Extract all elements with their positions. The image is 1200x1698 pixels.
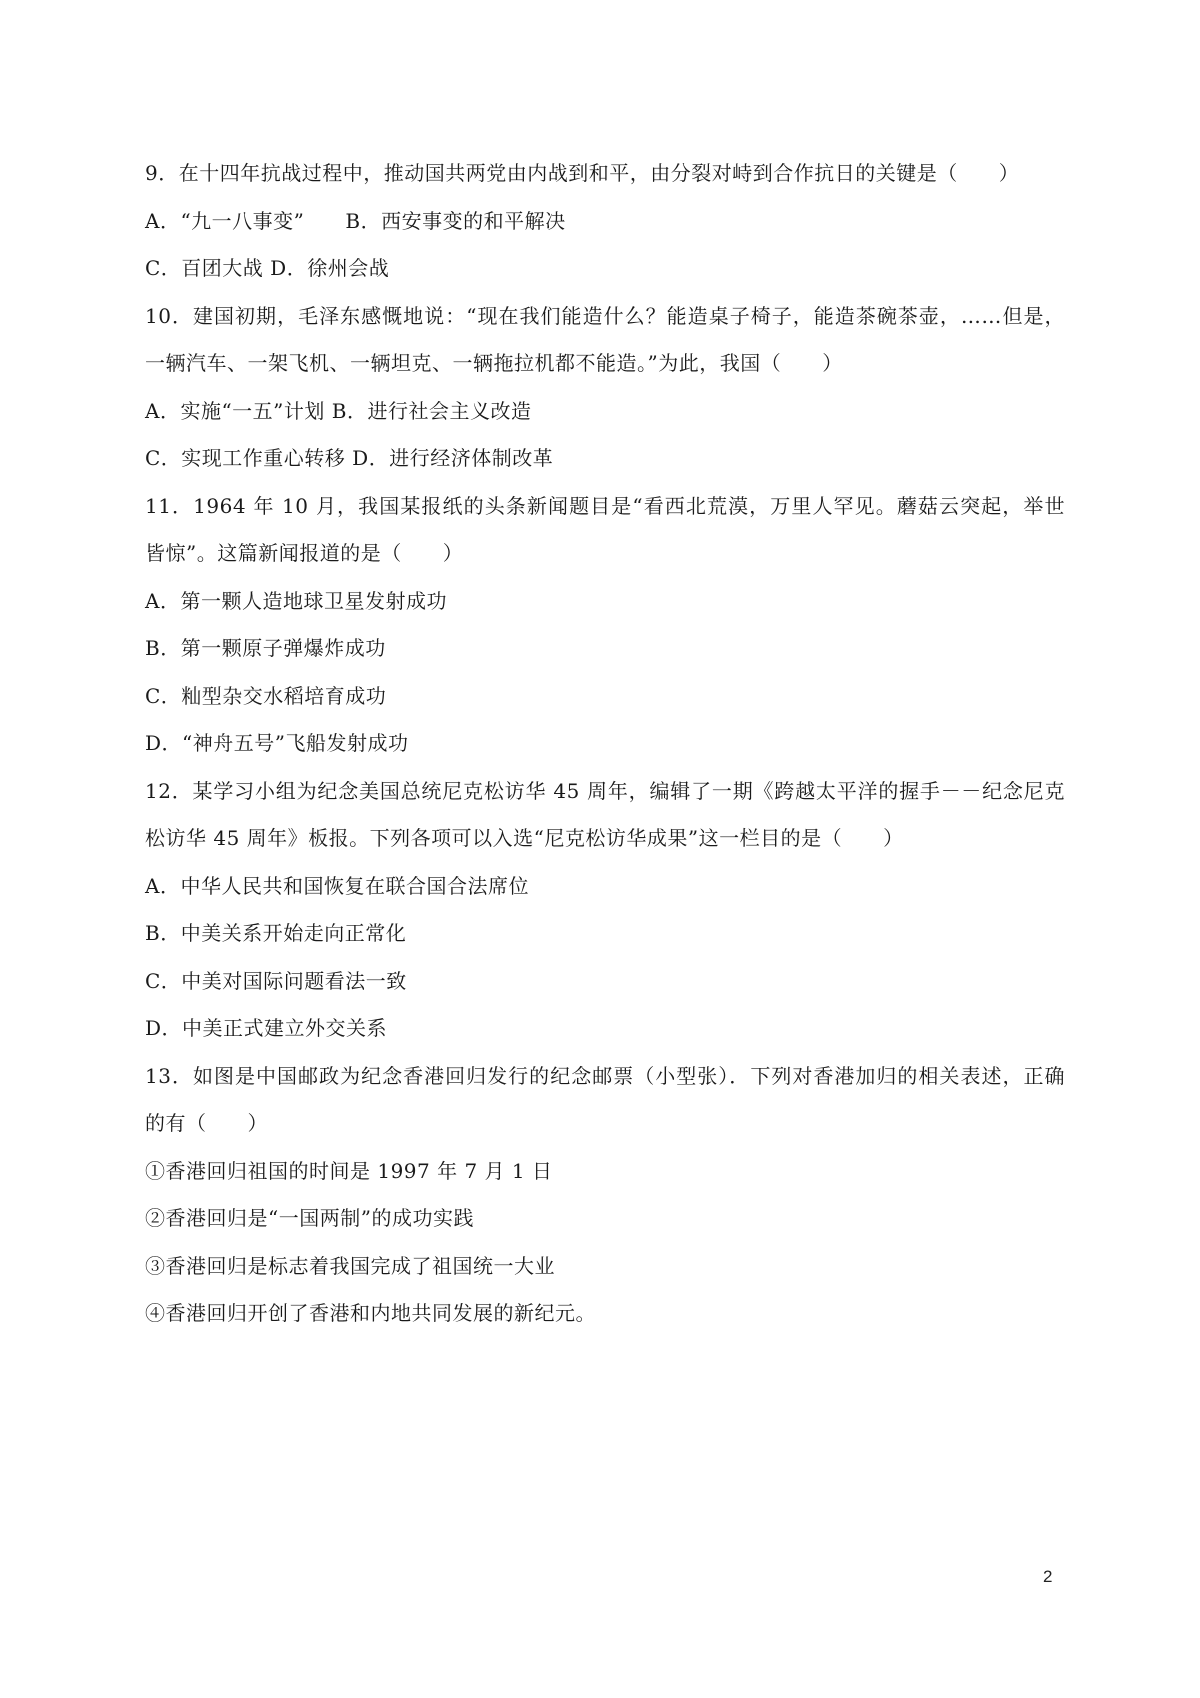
option-line: D．中美正式建立外交关系 (145, 1016, 388, 1040)
option-line: A．“九一八事变” B．西安事变的和平解决 (145, 208, 566, 233)
question-10 (145, 293, 1065, 483)
option-line: C．籼型杂交水稻培育成功 (145, 683, 387, 708)
option-line: C．中美对国际问题看法一致 (145, 968, 407, 993)
question-stem: 皆惊”。这篇新闻报道的是（ ） (145, 541, 464, 565)
question-stem: 松访华 45 周年》板报。下列各项可以入选“尼克松访华成果”这一栏目的是（ ） (145, 826, 904, 850)
question-stem: 一辆汽车、一架飞机、一辆坦克、一辆拖拉机都不能造。”为此，我国（ ） (145, 351, 843, 375)
option-line: ②香港回归是“一国两制”的成功实践 (145, 1206, 474, 1230)
option-line: B．中美关系开始走向正常化 (145, 921, 407, 945)
question-stem: 10．建国初期，毛泽东感慨地说：“现在我们能造什么？能造桌子椅子，能造茶碗茶壶，……但是， (145, 303, 1065, 328)
option-line: C．百团大战 D．徐州会战 (145, 256, 390, 280)
question-stem: 11．1964 年 10 月，我国某报纸的头条新闻题目是“看西北荒漠，万里人罕见。蘑菇云突起，举世 (145, 493, 1065, 518)
question-stem: 9．在十四年抗战过程中，推动国共两党由内战到和平，由分裂对峙到合作抗日的关键是（ ） (145, 161, 1020, 185)
option-line: A．中华人民共和国恢复在联合国合法席位 (145, 873, 529, 898)
question-list (145, 150, 1065, 1338)
option-line: A．实施“一五”计划 B．进行社会主义改造 (145, 398, 532, 423)
question-11 (145, 483, 1065, 768)
question-stem: 12．某学习小组为纪念美国总统尼克松访华 45 周年，编辑了一期《跨越太平洋的握手－－纪念尼克 (145, 778, 1065, 803)
option-line: B．第一颗原子弹爆炸成功 (145, 636, 386, 660)
option-line: ③香港回归是标志着我国完成了祖国统一大业 (145, 1253, 555, 1278)
question-stem: 的有（ ） (145, 1111, 268, 1135)
question-13 (145, 1053, 1065, 1338)
question-stem: 13．如图是中国邮政为纪念香港回归发行的纪念邮票（小型张）．下列对香港加归的相关表述，正确 (145, 1063, 1065, 1088)
question-12 (145, 768, 1065, 1053)
option-line: ①香港回归祖国的时间是 1997 年 7 月 1 日 (145, 1158, 553, 1183)
option-line: ④香港回归开创了香港和内地共同发展的新纪元。 (145, 1301, 596, 1325)
option-line: D．“神舟五号”飞船发射成功 (145, 731, 409, 755)
question-9 (145, 150, 1065, 293)
page-number: 2 (1043, 1567, 1053, 1586)
option-line: A．第一颗人造地球卫星发射成功 (145, 588, 447, 613)
option-line: C．实现工作重心转移 D．进行经济体制改革 (145, 446, 554, 470)
